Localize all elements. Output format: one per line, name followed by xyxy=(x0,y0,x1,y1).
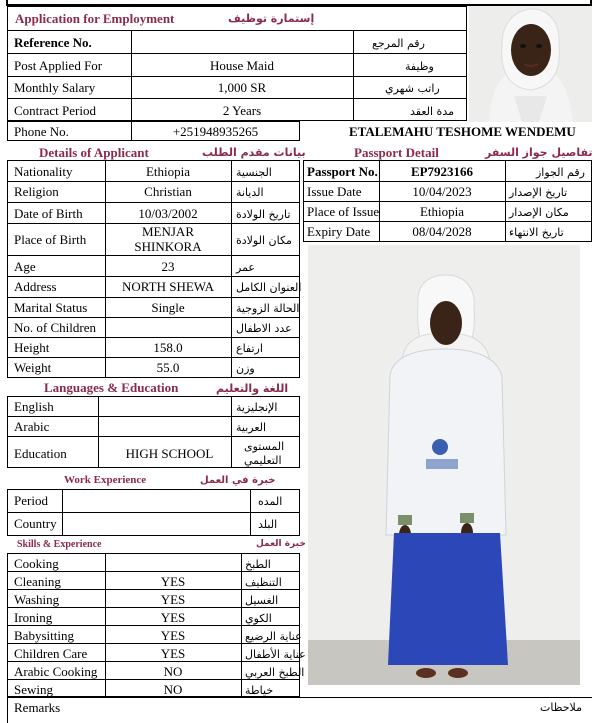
education-label-ar-line1: المستوى xyxy=(244,440,285,453)
cooking-label: Cooking xyxy=(14,556,59,571)
height-label-ar: ارتفاع xyxy=(236,342,263,355)
passport-title: Passport Detail xyxy=(354,145,439,160)
education-label-ar-line2: التعليمي xyxy=(244,454,282,467)
expiry-label-ar: تاريخ الانتهاء xyxy=(509,226,564,239)
babysitting-value: YES xyxy=(160,628,186,643)
issue-date-label-ar: تاريخ الإصدار xyxy=(509,186,568,199)
washing-value: YES xyxy=(160,592,186,607)
height-label: Height xyxy=(14,340,50,355)
full-name: ETALEMAHU TESHOME WENDEMU xyxy=(349,124,576,139)
children-care-value: YES xyxy=(160,646,186,661)
babysitting-label-ar: عناية الرضيع xyxy=(245,630,302,643)
cooking-label-ar: الطبخ xyxy=(245,558,271,571)
cleaning-label-ar: التنظيف xyxy=(245,576,282,589)
nationality-label: Nationality xyxy=(14,164,73,179)
country-label: Country xyxy=(14,516,57,531)
salary-label: Monthly Salary xyxy=(14,80,96,95)
children-care-label-ar: عناية الأطفال xyxy=(245,648,306,661)
application-title: Application for Employment xyxy=(15,11,175,26)
reference-label: Reference No. xyxy=(14,35,92,50)
skills-title: Skills & Experience xyxy=(17,539,102,550)
phone-value: +251948935265 xyxy=(172,124,259,139)
contract-value: 2 Years xyxy=(222,103,262,118)
post-label-ar: وظيفة xyxy=(405,60,434,73)
children-care-label: Children Care xyxy=(14,646,88,661)
sewing-label-ar: خياطة xyxy=(245,684,274,697)
religion-label-ar: الديانة xyxy=(236,186,264,199)
education-value: HIGH SCHOOL xyxy=(125,446,214,461)
religion-value: Christian xyxy=(144,184,192,199)
children-label-ar: عدد الاطفال xyxy=(236,322,292,335)
pob-value-line1: MENJAR xyxy=(141,224,194,239)
babysitting-label: Babysitting xyxy=(14,628,74,643)
arabic-cooking-value: NO xyxy=(163,664,183,679)
issue-place-label: Place of Issue xyxy=(307,204,380,219)
reference-label-ar: رقم المرجع xyxy=(372,37,425,50)
post-value: House Maid xyxy=(210,58,274,73)
religion-label: Religion xyxy=(14,184,59,199)
marital-value: Single xyxy=(151,300,185,315)
ironing-value: YES xyxy=(160,610,186,625)
work-title-ar: خبرة في العمل xyxy=(200,475,276,486)
arabic-cooking-label: Arabic Cooking xyxy=(14,664,98,679)
salary-label-ar: راتب شهري xyxy=(385,82,440,95)
issue-place-value: Ethiopia xyxy=(419,204,465,219)
country-label-ar: البلد xyxy=(258,518,278,531)
pob-value-line2: SHINKORA xyxy=(134,239,202,254)
full-body-photo xyxy=(308,245,580,685)
address-label-ar: العنوان الكامل xyxy=(236,281,302,294)
nationality-label-ar: الجنسية xyxy=(236,166,272,179)
ironing-label-ar: الكوي xyxy=(245,612,272,625)
address-value: NORTH SHEWA xyxy=(121,279,215,294)
issue-place-label-ar: مكان الإصدار xyxy=(509,206,569,219)
applicant-title-ar: بيانات مقدم الطلب xyxy=(202,146,306,159)
remarks-row xyxy=(7,697,592,723)
dob-label: Date of Birth xyxy=(14,206,83,221)
arabic-label: Arabic xyxy=(14,419,50,434)
applicant-title: Details of Applicant xyxy=(39,145,149,160)
application-title-ar: إستمارة توظيف xyxy=(228,12,315,25)
pob-label: Place of Birth xyxy=(14,232,87,247)
expiry-value: 08/04/2028 xyxy=(412,224,472,239)
cleaning-label: Cleaning xyxy=(14,574,61,589)
weight-label-ar: وزن xyxy=(236,362,255,375)
issue-date-label: Issue Date xyxy=(307,184,362,199)
work-title: Work Experience xyxy=(64,474,147,486)
contract-label-ar: مدة العقد xyxy=(410,105,454,118)
skills-title-ar: خبرة العمل xyxy=(256,539,306,549)
cleaning-value: YES xyxy=(160,574,186,589)
english-label-ar: الإنجليزية xyxy=(236,401,278,414)
marital-label: Marital Status xyxy=(14,300,88,315)
issue-date-value: 10/04/2023 xyxy=(412,184,472,199)
dob-value: 10/03/2002 xyxy=(138,206,198,221)
nationality-value: Ethiopia xyxy=(145,164,191,179)
weight-value: 55.0 xyxy=(156,360,180,375)
period-label: Period xyxy=(14,493,48,508)
passport-title-ar: تفاصيل جواز السفر xyxy=(485,146,593,159)
passport-no-value: EP7923166 xyxy=(410,164,474,179)
address-label: Address xyxy=(14,279,57,294)
contract-label: Contract Period xyxy=(14,103,96,118)
arabic-cooking-label-ar: الطبخ العربي xyxy=(245,666,305,679)
washing-label: Washing xyxy=(14,592,60,607)
age-label: Age xyxy=(14,259,36,274)
marital-label-ar: الحالة الزوجية xyxy=(236,302,300,315)
washing-label-ar: الغسيل xyxy=(245,594,279,607)
passport-no-label: Passport No. xyxy=(307,164,378,179)
weight-label: Weight xyxy=(14,360,52,375)
sewing-label: Sewing xyxy=(14,682,53,697)
period-label-ar: المده xyxy=(258,495,283,508)
age-value: 23 xyxy=(161,259,175,274)
salary-value: 1,000 SR xyxy=(217,80,267,95)
languages-title: Languages & Education xyxy=(44,380,179,395)
education-label: Education xyxy=(14,446,67,461)
english-label: English xyxy=(14,399,54,414)
portrait-photo xyxy=(469,6,592,122)
arabic-label-ar: العربية xyxy=(236,421,267,434)
remarks-label-ar: ملاحظات xyxy=(540,701,582,714)
height-value: 158.0 xyxy=(153,340,183,355)
expiry-label: Expiry Date xyxy=(307,224,371,239)
remarks-label: Remarks xyxy=(14,700,61,715)
sewing-value: NO xyxy=(163,682,183,697)
dob-label-ar: تاريخ الولادة xyxy=(236,208,291,221)
pob-label-ar: مكان الولادة xyxy=(236,234,292,247)
children-label: No. of Children xyxy=(14,320,96,335)
phone-label: Phone No. xyxy=(14,124,69,139)
post-label: Post Applied For xyxy=(14,58,103,73)
passport-no-label-ar: رقم الجواز xyxy=(536,166,585,179)
languages-title-ar: اللغة والتعليم xyxy=(216,382,289,395)
age-label-ar: عمر xyxy=(236,261,255,274)
ironing-label: Ironing xyxy=(14,610,53,625)
